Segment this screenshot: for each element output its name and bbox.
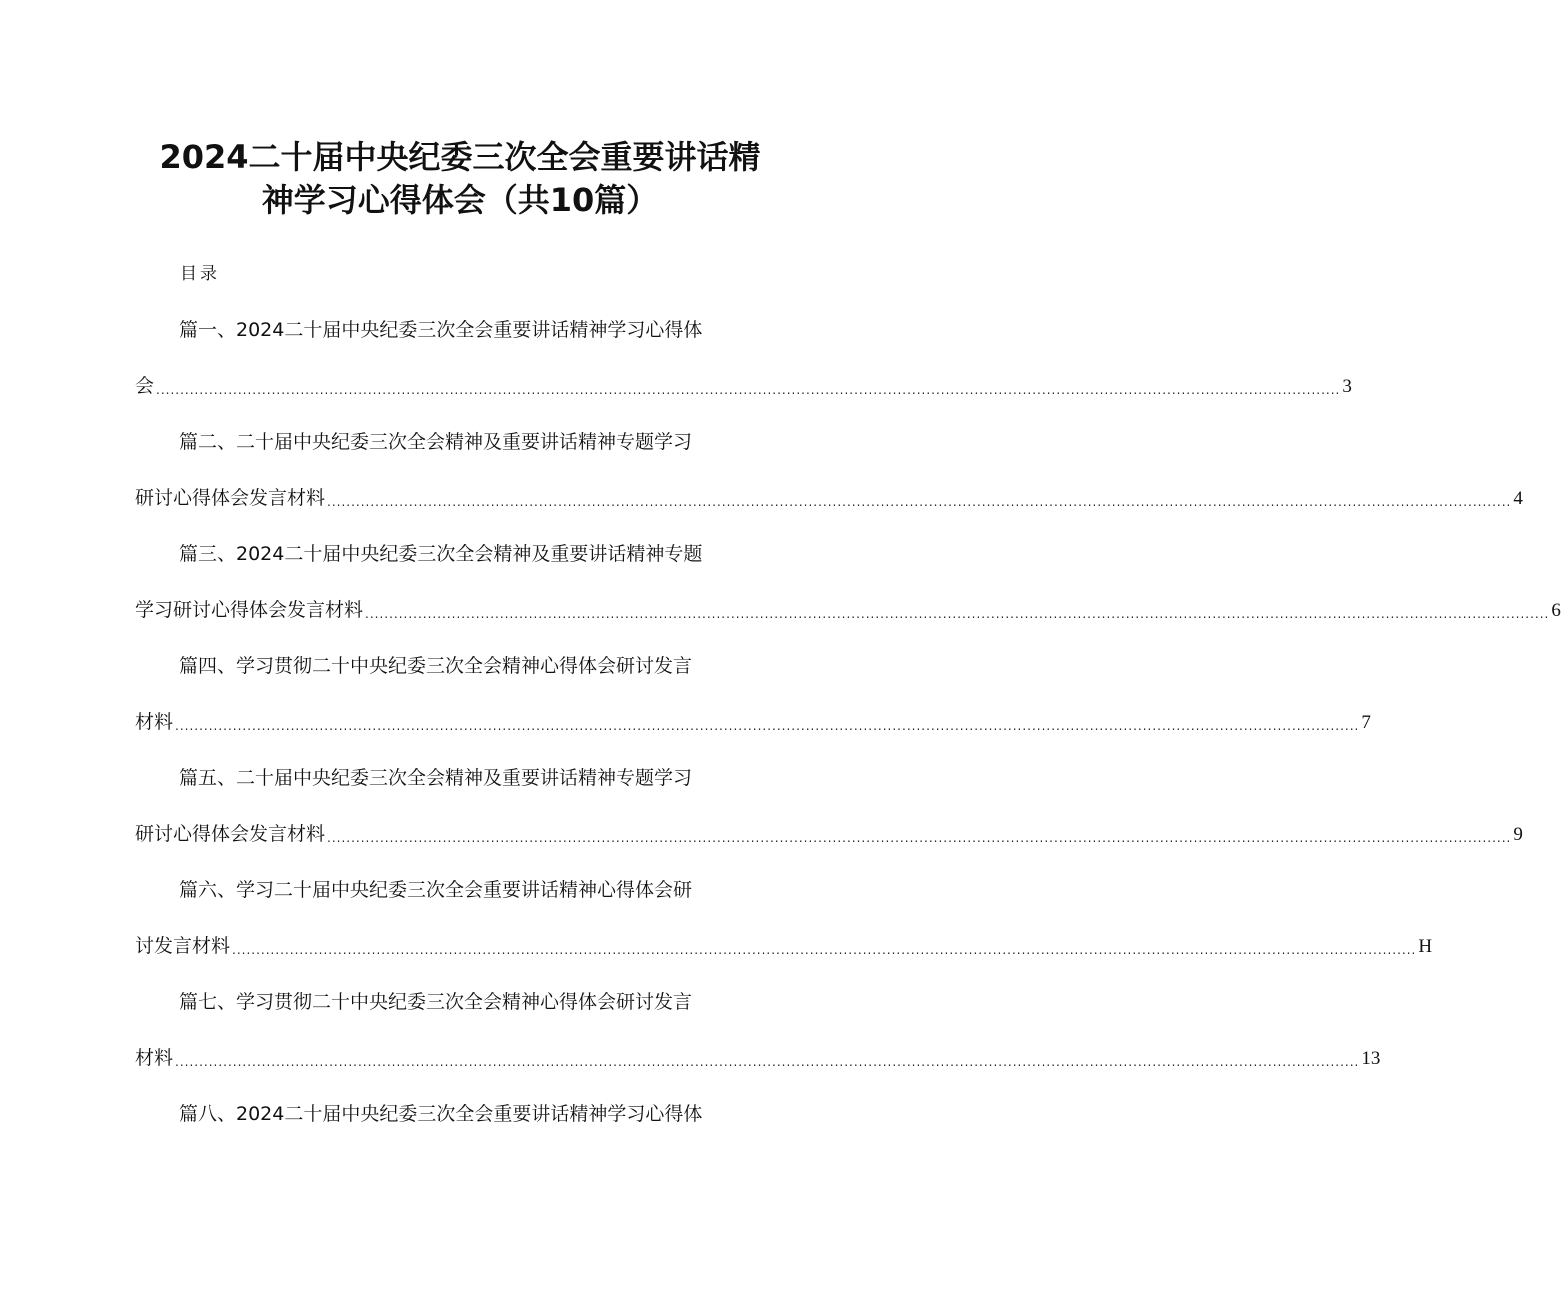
toc-entry-text: 研讨心得体会发言材料 xyxy=(135,823,326,845)
toc-entry-text: 研讨心得体会发言材料 xyxy=(135,487,326,509)
toc-entry-text: 讨发言材料 xyxy=(135,935,231,957)
toc-entry-5-title[interactable]: 篇五、二十届中央纪委三次全会精神及重要讲话精神专题学习 xyxy=(179,767,693,789)
toc-entry-2-continuation[interactable] xyxy=(135,484,1523,513)
toc-label: 目录 xyxy=(180,264,220,284)
toc-entry-7-title[interactable]: 篇七、学习贯彻二十中央纪委三次全会精神心得体会研讨发言 xyxy=(179,991,693,1013)
toc-entry-8-title[interactable]: 篇八、2024二十届中央纪委三次全会重要讲话精神学习心得体 xyxy=(179,1103,703,1125)
toc-entry-text: 会 xyxy=(135,375,155,397)
toc-page-number: 6 xyxy=(1551,600,1561,621)
toc-entry-text: 材料 xyxy=(135,1047,174,1069)
toc-page-number: 9 xyxy=(1513,824,1523,845)
dot-leader: ...................................................................................................................................................................................................................................................... xyxy=(175,1055,1360,1069)
dot-leader: ...................................................................................................................................................................................................................................................... xyxy=(327,495,1512,509)
document-title-line-2: 神学习心得体会（共10篇） xyxy=(261,181,659,219)
document-title-line-1: 2024二十届中央纪委三次全会重要讲话精 xyxy=(159,138,761,176)
toc-entry-text: 材料 xyxy=(135,711,174,733)
toc-entry-7-continuation[interactable] xyxy=(135,1044,1381,1073)
toc-page-number: 7 xyxy=(1361,712,1371,733)
toc-entry-3-continuation[interactable] xyxy=(135,596,1561,625)
toc-entry-1-title[interactable]: 篇一、2024二十届中央纪委三次全会重要讲话精神学习心得体 xyxy=(179,319,703,341)
toc-entry-text: 学习研讨心得体会发言材料 xyxy=(135,599,364,621)
toc-entry-4-continuation[interactable] xyxy=(135,708,1371,737)
dot-leader: ...................................................................................................................................................................................................................................................... xyxy=(232,943,1417,957)
dot-leader: ...................................................................................................................................................................................................................................................... xyxy=(175,719,1360,733)
dot-leader: ...................................................................................................................................................................................................................................................... xyxy=(327,831,1512,845)
toc-entry-2-title[interactable]: 篇二、二十届中央纪委三次全会精神及重要讲话精神专题学习 xyxy=(179,431,693,453)
toc-entry-1-continuation[interactable] xyxy=(135,372,1352,401)
toc-entry-6-title[interactable]: 篇六、学习二十届中央纪委三次全会重要讲话精神心得体会研 xyxy=(179,879,693,901)
dot-leader: ...................................................................................................................................................................................................................................................... xyxy=(365,607,1550,621)
toc-page-number: 13 xyxy=(1361,1048,1381,1069)
toc-page-number: 4 xyxy=(1513,488,1523,509)
toc-entry-5-continuation[interactable] xyxy=(135,820,1523,849)
toc-entry-6-continuation[interactable] xyxy=(135,932,1433,961)
dot-leader: ...................................................................................................................................................................................................................................................... xyxy=(156,383,1341,397)
toc-page-number: H xyxy=(1418,936,1433,957)
toc-entry-3-title[interactable]: 篇三、2024二十届中央纪委三次全会精神及重要讲话精神专题 xyxy=(179,543,703,565)
toc-page-number: 3 xyxy=(1342,376,1352,397)
toc-entry-4-title[interactable]: 篇四、学习贯彻二十中央纪委三次全会精神心得体会研讨发言 xyxy=(179,655,693,677)
